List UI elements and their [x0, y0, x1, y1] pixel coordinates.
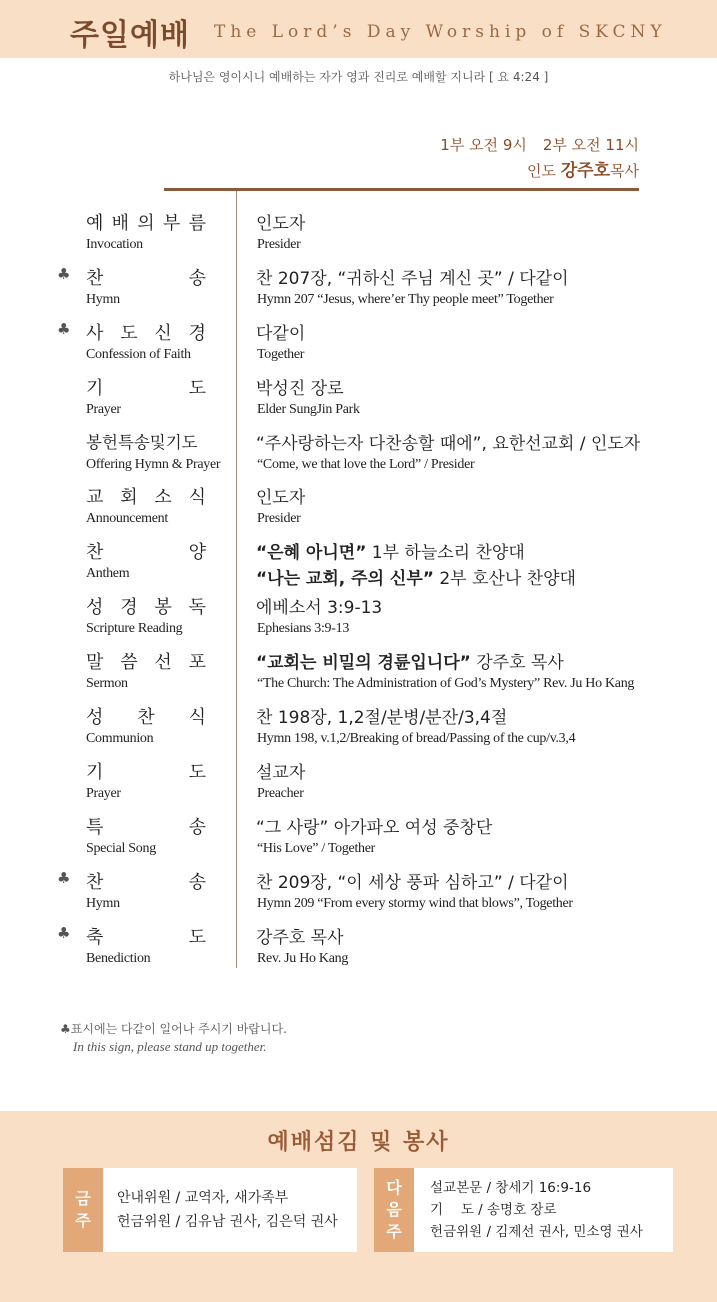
order-label-char: 부 [162, 213, 181, 234]
order-detail-korean: 인도자 [256, 214, 306, 234]
order-label-char: 소 [154, 487, 172, 509]
order-label-char: 봉 [154, 597, 172, 619]
order-detail-english: Hymn 198, v.1,2/Breaking of bread/Passing of the cup/v.3,4 [257, 731, 576, 747]
order-label-char: 기 [86, 377, 104, 399]
order-row [0, 205, 717, 260]
order-detail-korean: “그 사랑” 아가파오 여성 중창단 [256, 817, 493, 838]
order-label-english: Scripture Reading [86, 621, 183, 637]
leader-prefix: 인도 [526, 162, 556, 180]
order-label-korean [86, 758, 206, 784]
order-row [0, 315, 717, 370]
service-times [440, 132, 639, 184]
order-label-char: 도 [188, 761, 206, 783]
order-row [0, 534, 717, 589]
order-label-char: 독 [188, 597, 206, 619]
order-label-char: 성 [86, 707, 104, 729]
order-label-char: 찬 [86, 871, 104, 893]
next-week-tag-label: 다음주 [386, 1178, 402, 1241]
order-label-char: 찬 [86, 267, 104, 289]
service-1-time: 1부 오전 9시 [440, 136, 527, 154]
title-english: The Lord’s Day Worship of SKCNY [214, 22, 667, 42]
order-detail-english: “His Love” / Together [257, 840, 376, 856]
order-detail-title: “나는 교회, 주의 신부” [256, 569, 434, 590]
order-label-char: 식 [188, 487, 206, 509]
club-stand-icon: ♣ [57, 319, 71, 338]
scripture-verse: 하나님은 영이시니 예배하는 자가 영과 진리로 예배할 지니라 [ 요 4:24 ] [168, 70, 549, 84]
club-stand-icon: ♣ [57, 264, 71, 283]
order-label-korean [86, 374, 206, 400]
club-stand-icon: ♣ [57, 868, 71, 887]
order-detail-rest: 1부 하늘소리 찬양대 [366, 543, 525, 564]
order-label-char: 특 [86, 816, 104, 838]
order-label-char: 예 [86, 213, 104, 234]
order-detail-korean: 찬 198장, 1,2절/분병/분잔/3,4절 [256, 708, 508, 729]
order-detail-english: Hymn 209 “From every stormy wind that blows”, Together [257, 895, 573, 911]
order-label-english: Hymn [86, 291, 120, 307]
order-row [0, 644, 717, 699]
leader-name: 강주호 [560, 161, 611, 181]
header-banner [0, 0, 717, 58]
order-label-english: Prayer [86, 401, 121, 417]
order-label-korean [86, 923, 206, 949]
order-label-korean [86, 868, 206, 894]
service-2-time: 2부 오전 11시 [542, 136, 639, 154]
this-week-line: 안내위원 / 교역자, 새가족부 [117, 1190, 289, 1206]
order-label-char: 송 [188, 267, 206, 289]
order-detail-korean-second [256, 564, 576, 589]
order-detail-english: Hymn 207 “Jesus, where’er Thy people meet” Together [257, 291, 554, 307]
order-detail-korean [256, 538, 525, 563]
order-label-char: 찬 [137, 707, 155, 729]
order-row [0, 479, 717, 534]
order-label-english: Announcement [86, 511, 168, 527]
next-week-line: 헌금위원 / 김제선 권사, 민소영 권사 [430, 1224, 643, 1240]
order-detail-korean: 다같이 [256, 323, 306, 344]
order-label-char: 찬 [86, 542, 104, 564]
this-week-line: 헌금위원 / 김유남 권사, 김은덕 권사 [117, 1214, 338, 1230]
order-label-char: 름 [188, 213, 206, 234]
order-row [0, 370, 717, 425]
order-label-char: 기 [86, 761, 104, 783]
order-detail-title: “은혜 아니면” [256, 543, 367, 564]
order-detail-korean: 찬 209장, “이 세상 풍파 심하고” / 다같이 [256, 872, 569, 893]
order-label-char: 회 [120, 487, 138, 509]
order-detail-english: Rev. Ju Ho Kang [257, 950, 349, 966]
order-detail-korean: 인도자 [256, 488, 306, 509]
order-label-char: 경 [120, 597, 138, 619]
order-of-worship [0, 205, 717, 973]
order-label-char: 교 [86, 487, 104, 509]
stand-note-english: In this sign, please stand up together. [73, 1039, 267, 1054]
order-label-char: 송 [188, 871, 206, 893]
order-detail-korean: 강주호 목사 [256, 927, 344, 948]
order-detail-korean: 박성진 장로 [256, 378, 344, 399]
order-detail-english: Presider [257, 511, 301, 527]
order-label-korean [86, 813, 206, 839]
this-week-tag [63, 1168, 103, 1252]
order-label-char: 의 [137, 213, 155, 234]
next-week-tag [374, 1168, 414, 1252]
order-label-char: 포 [188, 652, 206, 674]
order-detail-english: Ephesians 3:9-13 [257, 621, 350, 637]
footer-title: 예배섬김 및 봉사 [267, 1130, 450, 1155]
order-label-english: Sermon [86, 676, 128, 692]
title-korean: 주일예배 [70, 18, 190, 53]
order-label-english: Special Song [86, 840, 156, 856]
order-label-korean [86, 648, 206, 674]
order-detail-english: Preacher [257, 785, 304, 801]
order-detail-korean: 에베소서 3:9-13 [256, 598, 383, 619]
order-label-korean [86, 264, 206, 290]
order-row [0, 589, 717, 644]
order-detail-english: “Come, we that love the Lord” / Presider [257, 456, 475, 472]
order-label-char: 신 [154, 322, 172, 344]
order-label-char: 말 [86, 652, 104, 674]
order-label-char: 도 [188, 926, 206, 948]
order-label-korean [86, 209, 206, 235]
order-label-english: Communion [86, 731, 154, 747]
order-label-korean: 봉헌특송및기도 [86, 432, 198, 452]
order-row [0, 260, 717, 315]
order-label-english: Anthem [86, 566, 130, 582]
order-label-char: 성 [86, 597, 104, 619]
order-row [0, 425, 717, 480]
order-label-char: 배 [111, 213, 130, 234]
order-detail-english: Together [257, 346, 305, 362]
order-label-korean [86, 593, 206, 619]
stand-note-korean: ♣표시에는 다같이 일어나 주시기 바랍니다. [60, 1022, 287, 1036]
order-label-korean [86, 538, 206, 564]
order-label-char: 송 [188, 816, 206, 838]
order-detail-title: “교회는 비밀의 경륜입니다” [256, 653, 471, 674]
order-label-char: 양 [188, 542, 206, 564]
order-row [0, 809, 717, 864]
order-label-char: 사 [86, 322, 104, 344]
order-label-english: Invocation [86, 237, 143, 252]
order-label-english: Confession of Faith [86, 346, 191, 362]
leader-suffix: 목사 [610, 162, 639, 180]
order-label-korean [86, 319, 206, 345]
order-label-english: Offering Hymn & Prayer [86, 456, 221, 472]
order-label-char: 경 [188, 322, 206, 344]
next-week-line: 설교본문 / 창세기 16:9-16 [430, 1180, 592, 1196]
order-detail-korean: 설교자 [256, 762, 306, 783]
this-week-lines [117, 1168, 338, 1252]
order-label-korean [86, 703, 206, 729]
order-detail-korean [256, 648, 564, 673]
this-week-card [63, 1168, 357, 1252]
order-label-char: 축 [86, 926, 104, 948]
order-detail-english: “The Church: The Administration of God’s Mystery” Rev. Ju Ho Kang [257, 676, 635, 692]
order-detail-english: Presider [257, 237, 301, 252]
club-stand-icon: ♣ [57, 923, 71, 942]
order-label-char: 선 [154, 652, 172, 674]
next-week-lines [430, 1168, 643, 1252]
order-label-char: 도 [120, 322, 138, 344]
order-label-english: Benediction [86, 950, 151, 966]
order-row [0, 919, 717, 974]
order-row [0, 699, 717, 754]
service-footer [0, 1111, 717, 1302]
order-detail-english: Elder SungJin Park [257, 401, 360, 417]
order-label-korean [86, 483, 206, 509]
order-row [0, 864, 717, 919]
order-label-english: Hymn [86, 895, 120, 911]
order-detail-rest: 강주호 목사 [470, 653, 564, 674]
order-detail-korean: “주사랑하는자 다찬송할 때에”, 요한선교회 / 인도자 [256, 433, 641, 454]
this-week-tag-label: 금주 [75, 1189, 91, 1230]
order-detail-rest: 2부 호산나 찬양대 [433, 569, 576, 590]
order-label-char: 식 [188, 707, 206, 729]
next-week-card [374, 1168, 673, 1252]
order-label-char: 도 [188, 377, 206, 399]
order-label-english: Prayer [86, 785, 121, 801]
order-detail-korean: 찬 207장, “귀하신 주님 계신 곳” / 다같이 [256, 268, 569, 289]
order-label-char: 씀 [120, 652, 138, 674]
order-row [0, 754, 717, 809]
next-week-line: 기 도 / 송명호 장로 [430, 1202, 557, 1218]
